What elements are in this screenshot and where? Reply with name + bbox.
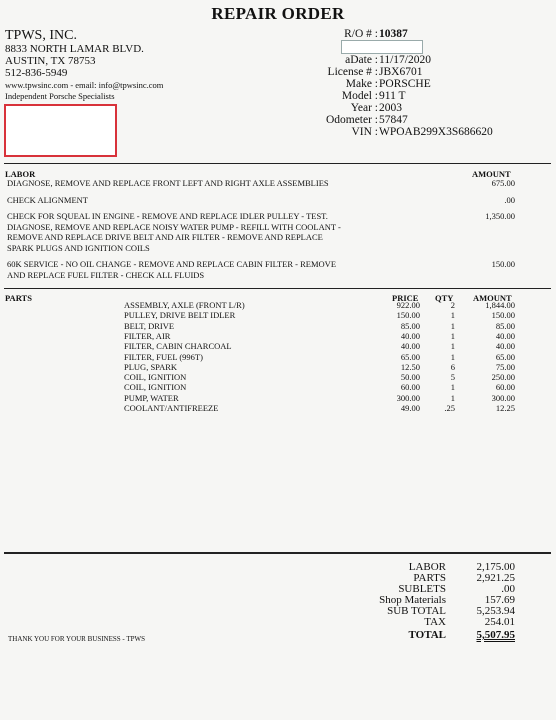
labor-amount: 150.00	[491, 259, 515, 269]
company-phone: 512-836-5949	[5, 67, 68, 79]
part-description: BELT, DRIVE	[124, 320, 175, 331]
part-qty: 5	[450, 372, 455, 383]
part-description: COOLANT/ANTIFREEZE	[124, 403, 219, 413]
company-tagline: Independent Porsche Specialists	[5, 91, 115, 101]
part-amount: 75.00	[495, 361, 515, 372]
labor-amount-header: AMOUNT	[472, 169, 511, 179]
part-description: PULLEY, DRIVE BELT IDLER	[124, 310, 236, 321]
part-description: FILTER, AIR	[124, 330, 171, 341]
part-description: ASSEMBLY, AXLE (FRONT L/R)	[124, 300, 245, 310]
part-price: 50.00	[400, 372, 420, 383]
vehicle-field-label: Odometer :	[325, 114, 378, 126]
vehicle-field-value: 2003	[379, 102, 402, 114]
part-qty: 1	[450, 351, 455, 362]
part-amount: 300.00	[491, 392, 515, 403]
part-qty: 1	[450, 382, 455, 393]
redacted-field	[341, 40, 423, 54]
total-label: TOTAL	[408, 629, 446, 641]
parts-header: PARTS	[5, 293, 32, 303]
labor-amount: 675.00	[491, 178, 515, 188]
part-qty: 6	[450, 361, 455, 372]
part-amount: 65.00	[495, 351, 515, 362]
part-price: 40.00	[400, 330, 420, 341]
section-divider	[4, 163, 551, 164]
labor-description-line: REMOVE AND REPLACE DRIVE BELT AND AIR FILTER - REMOVE AND REPLACE	[7, 232, 323, 242]
part-qty: 1	[450, 330, 455, 341]
part-amount: 40.00	[495, 341, 515, 352]
thank-you-footer: THANK YOU FOR YOUR BUSINESS - TPWS	[8, 635, 146, 643]
part-price: 922.00	[396, 300, 420, 310]
vehicle-field-label: Year :	[350, 102, 378, 114]
vehicle-field-label: Model :	[341, 90, 378, 102]
total-value: 2,175.00	[476, 561, 515, 573]
part-amount: 40.00	[495, 330, 515, 341]
part-description: COIL, IGNITION	[124, 382, 187, 393]
total-label: Shop Materials	[379, 594, 446, 606]
redacted-customer-box	[4, 104, 117, 157]
labor-description-line: CHECK FOR SQUEAL IN ENGINE - REMOVE AND REPLACE IDLER PULLEY - TEST.	[7, 211, 328, 221]
vehicle-field-label: Make :	[345, 78, 378, 90]
labor-description-line: DIAGNOSE, REMOVE AND REPLACE NOISY WATER PUMP - REFILL WITH COOLANT -	[7, 221, 341, 232]
vehicle-field-label: R/O # :	[344, 28, 378, 40]
company-name: TPWS, INC.	[5, 28, 77, 43]
total-value: 157.69	[484, 594, 515, 606]
part-price: 49.00	[400, 403, 420, 413]
total-label: SUB TOTAL	[387, 605, 446, 617]
document-title: REPAIR ORDER	[211, 4, 345, 23]
parts-amount-header: AMOUNT	[473, 293, 512, 303]
part-description: COIL, IGNITION	[124, 372, 187, 383]
vehicle-field-value: JBX6701	[379, 66, 423, 78]
labor-description-line: DIAGNOSE, REMOVE AND REPLACE FRONT LEFT AND RIGHT AXLE ASSEMBLIES	[7, 178, 329, 188]
total-label: TAX	[424, 616, 446, 628]
total-label: SUBLETS	[398, 583, 446, 595]
total-value: 254.01	[484, 616, 515, 628]
labor-description-line: AND REPLACE FUEL FILTER - CHECK ALL FLUIDS	[7, 269, 205, 280]
vehicle-field-value: 11/17/2020	[379, 54, 431, 66]
part-amount: 85.00	[495, 320, 515, 331]
total-value: 5,253.94	[476, 605, 515, 617]
total-label: PARTS	[413, 572, 446, 584]
part-price: 65.00	[400, 351, 420, 362]
total-label: LABOR	[408, 561, 446, 573]
parts-price-header: PRICE	[392, 293, 419, 303]
vehicle-field-value: 10387	[379, 28, 408, 40]
part-price: 12.50	[400, 361, 420, 372]
part-price: 85.00	[400, 320, 420, 331]
total-value: 5,507.95	[476, 629, 515, 641]
part-price: 300.00	[396, 392, 420, 403]
part-description: FILTER, FUEL (996T)	[124, 351, 203, 362]
labor-amount: 1,350.00	[485, 211, 515, 221]
labor-description-line: SPARK PLUGS AND IGNITION COILS	[7, 242, 150, 253]
section-divider	[4, 288, 551, 289]
company-web-email: www.tpwsinc.com - email: info@tpwsinc.com	[5, 80, 164, 90]
company-address-line2: AUSTIN, TX 78753	[5, 55, 96, 67]
totals-divider	[4, 552, 551, 554]
part-description: FILTER, CABIN CHARCOAL	[124, 341, 232, 352]
labor-description-line: 60K SERVICE - NO OIL CHANGE - REMOVE AND REPLACE CABIN FILTER - REMOVE	[7, 259, 337, 269]
part-qty: 1	[450, 392, 455, 403]
part-price: 60.00	[400, 382, 420, 393]
vehicle-field-label: VIN :	[351, 126, 378, 138]
part-qty: .25	[444, 403, 455, 413]
parts-qty-header: QTY	[435, 293, 454, 303]
part-qty: 2	[450, 300, 455, 310]
labor-amount: .00	[504, 195, 515, 205]
part-amount: 12.25	[495, 403, 515, 413]
part-amount: 250.00	[491, 372, 515, 383]
part-amount: 60.00	[495, 382, 515, 393]
company-address-line1: 8833 NORTH LAMAR BLVD.	[5, 43, 144, 55]
vehicle-field-label: aDate :	[345, 54, 378, 66]
labor-header: LABOR	[5, 169, 36, 179]
part-qty: 1	[450, 310, 455, 321]
vehicle-field-value: PORSCHE	[379, 78, 431, 90]
part-amount: 1,844.00	[485, 300, 515, 310]
vehicle-field-value: 57847	[379, 114, 408, 126]
total-value: 2,921.25	[476, 572, 515, 584]
part-amount: 150.00	[491, 310, 515, 321]
part-description: PUMP, WATER	[124, 392, 179, 403]
part-price: 40.00	[400, 341, 420, 352]
part-qty: 1	[450, 341, 455, 352]
labor-description-line: CHECK ALIGNMENT	[7, 195, 88, 205]
vehicle-field-label: License # :	[327, 66, 378, 78]
vehicle-field-value: WPOAB299X3S686620	[379, 126, 493, 138]
total-value: .00	[501, 583, 515, 595]
part-qty: 1	[450, 320, 455, 331]
part-price: 150.00	[396, 310, 420, 321]
vehicle-field-value: 911 T	[379, 90, 406, 102]
part-description: PLUG, SPARK	[124, 361, 178, 372]
